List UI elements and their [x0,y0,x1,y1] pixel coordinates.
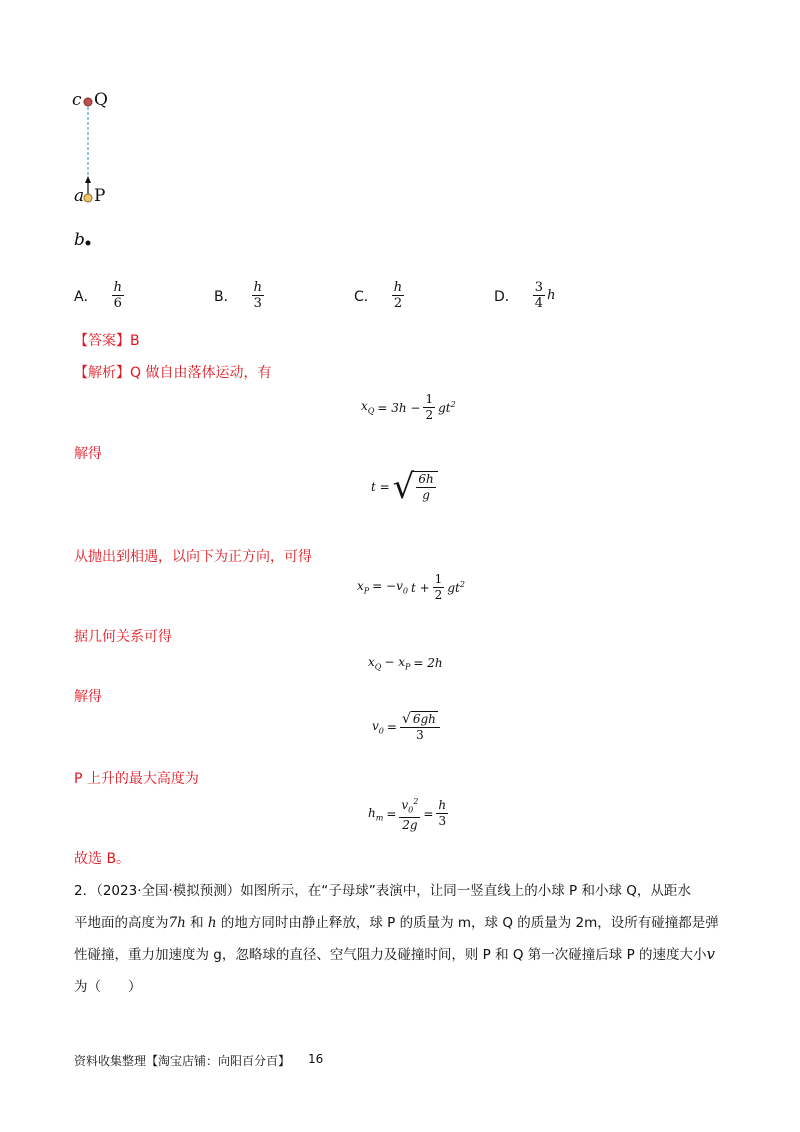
label-P: P [94,186,106,206]
ball-Q [84,98,92,106]
formula-xp: $x_P$ = $-v_0$ t + $\frac{1}{2}$ $gt^2$ [357,572,465,602]
question2-line3: 性碰撞，重力加速度为 g，忽略球的直径、空气阻力及碰撞时间，则 P 和 Q 第一次碰撞后球 P 的速度大小v [74,945,715,963]
formula-max-height: $h_m$ = $\frac{v_0^2}{2g}$ = $\frac{h}{3}$ [368,794,448,833]
analysis-step4: 解得 [74,689,102,705]
label-a: a [74,186,85,206]
formula-v0: $v_0$ = √ 6gh 3 [372,711,440,743]
analysis-step1: 解得 [74,446,102,462]
option-d-fraction: $\frac{3}{4}$ [534,280,544,311]
option-c-letter: C． [354,288,378,305]
label-b: b [74,230,85,250]
option-b [214,280,264,311]
analysis-step3: 据几何关系可得 [74,629,172,645]
question2-line1: 2．（2023·全国·模拟预测）如图所示，在“子母球”表演中，让同一竖直线上的小球 P 和小球 Q，从距水 [74,883,691,899]
formula-geometry: $x_Q$ − $x_P$ = 2h [368,655,443,672]
formula-time: t = √ $\frac{6h}{g}$ [371,470,438,504]
ball-P [84,194,92,202]
point-b [86,241,91,246]
footer [74,1052,323,1069]
analysis-step5: P 上升的最大高度为 [74,771,199,787]
formula-free-fall: $x_Q$ = 3h − $\frac{1}{2}$ $gt^2$ [361,392,456,422]
figure-diagram [60,80,160,260]
option-a-letter: A． [74,288,98,305]
question2-line4: 为（ ） [74,979,142,995]
footer-text: 资料收集整理【淘宝店铺：向阳百分百】 [74,1054,291,1068]
option-c [354,280,404,311]
analysis-step2: 从抛出到相遇，以向下为正方向，可得 [74,549,312,565]
option-b-letter: B． [214,288,238,305]
option-d [494,280,555,311]
label-Q: Q [94,90,108,110]
question2-line2: 平地面的高度为7h 和 h 的地方同时由静止释放，球 P 的质量为 m，球 Q 的质量为 2m，设所有碰撞都是弹 [74,915,719,931]
option-d-tail: h [547,288,556,303]
analysis-tag: 【解析】 [74,365,130,381]
answer-value: B [130,333,140,349]
option-b-fraction: $\frac{h}{3}$ [253,280,262,311]
up-arrow-head [85,176,91,183]
label-c: c [72,90,82,110]
page-number: 16 [308,1052,324,1066]
option-c-fraction: $\frac{h}{2}$ [393,280,403,311]
option-d-letter: D． [494,288,519,305]
answer-line [74,330,140,350]
analysis-conclusion: 故选 B。 [74,851,131,867]
answer-tag: 【答案】 [74,333,130,349]
option-a-fraction: $\frac{h}{6}$ [113,280,122,311]
option-a [74,280,124,311]
analysis-intro: 【解析】Q 做自由落体运动，有 [74,365,272,381]
